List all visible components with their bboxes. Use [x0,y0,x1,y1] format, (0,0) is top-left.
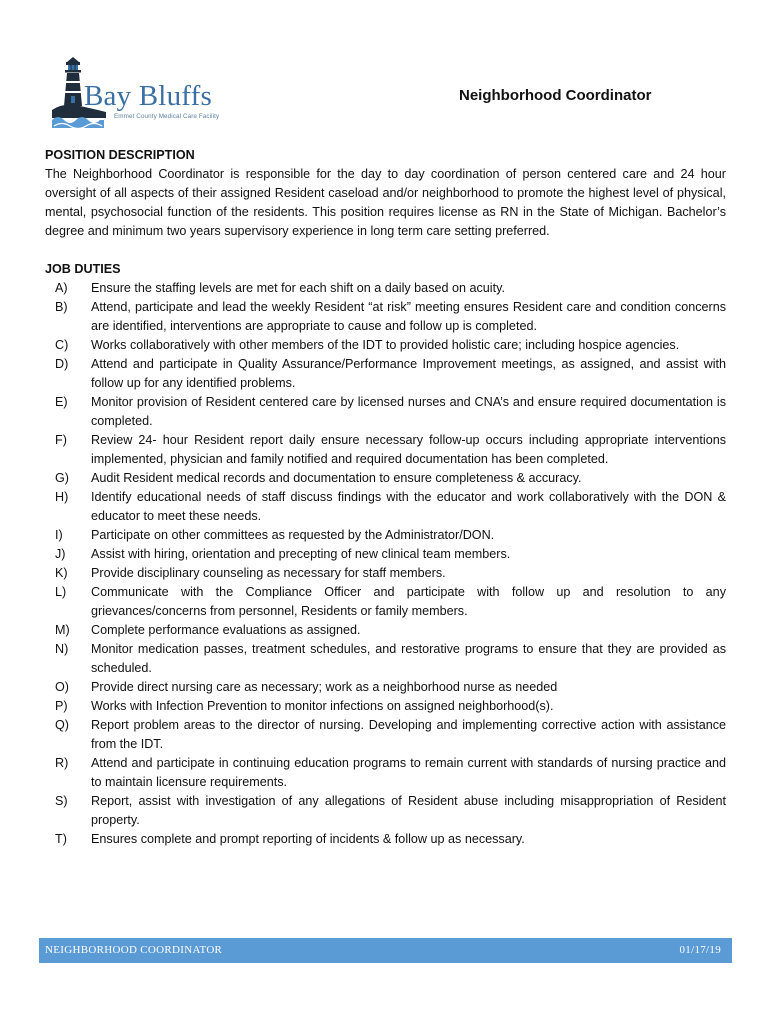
duty-text: Ensures complete and prompt reporting of incidents & follow up as necessary. [91,832,525,846]
duty-text: Communicate with the Compliance Officer and participate with follow up and resolution to any grievances/concerns from personnel, Residents or family members. [91,585,726,618]
duty-letter: P) [55,699,68,713]
duty-text: Audit Resident medical records and documentation to ensure completeness & accuracy. [91,471,582,485]
duty-text: Participate on other committees as requested by the Administrator/DON. [91,528,495,542]
list-item [45,298,726,336]
list-item [45,545,726,564]
duty-letter: G) [55,471,69,485]
duty-letter: I) [55,528,63,542]
job-duties-list [45,279,726,849]
duty-letter: F) [55,433,67,447]
duty-text: Identify educational needs of staff discuss findings with the educator and work collaboratively with the DON & educator to meet these needs. [91,490,726,523]
position-description-text: The Neighborhood Coordinator is responsible for the day to day coordination of person centered care and 24 hour oversight of all aspects of their assigned Resident caseload and/or neighborhood to promote the highest level of physical, mental, psychosocial function of the residents. This position requires license as RN in the State of Michigan. Bachelor’s degree and minimum two years supervisory experience in long term care setting preferred. [45,167,726,238]
list-item [45,564,726,583]
duty-text: Attend, participate and lead the weekly Resident “at risk” meeting ensures Resident care and condition concerns are identified, interventions are appropriate to cause and follow up is completed. [91,300,726,333]
duty-text: Ensure the staffing levels are met for each shift on a daily based on acuity. [91,281,505,295]
list-item [45,336,726,355]
duty-text: Monitor medication passes, treatment schedules, and restorative programs to ensure that they are provided as scheduled. [91,642,726,675]
list-item [45,792,726,830]
duty-letter: O) [55,680,69,694]
list-item [45,640,726,678]
job-duties-heading: JOB DUTIES [45,262,121,276]
list-item [45,355,726,393]
document-body [45,146,726,849]
duty-letter: E) [55,395,68,409]
document-title: Neighborhood Coordinator [459,87,652,104]
list-item [45,279,726,298]
duty-letter: R) [55,756,69,770]
duty-letter: D) [55,357,69,371]
list-item [45,754,726,792]
duty-letter: J) [55,547,66,561]
duty-letter: T) [55,832,67,846]
duty-letter: K) [55,566,68,580]
list-item [45,830,726,849]
list-item [45,526,726,545]
logo-wordmark: Bay Bluffs [84,80,212,112]
duty-text: Works with Infection Prevention to monitor infections on assigned neighborhood(s). [91,699,554,713]
position-description-heading: POSITION DESCRIPTION [45,148,195,162]
duty-letter: B) [55,300,68,314]
duty-text: Review 24- hour Resident report daily ensure necessary follow-up occurs including appropriate interventions implemented, physician and family notified and required documentation has been completed. [91,433,726,466]
page-footer [39,938,732,963]
duty-text: Provide disciplinary counseling as necessary for staff members. [91,566,446,580]
duty-letter: C) [55,338,69,352]
duty-letter: L) [55,585,67,599]
list-item [45,583,726,621]
logo-subtitle: Emmet County Medical Care Facility [114,113,220,120]
footer-document-name: NEIGHBORHOOD COORDINATOR [45,944,223,956]
bay-bluffs-logo [48,54,248,134]
section-spacer [45,241,726,260]
duty-letter: M) [55,623,70,637]
duty-text: Monitor provision of Resident centered care by licensed nurses and CNA’s and ensure required documentation is completed. [91,395,726,428]
duty-text: Provide direct nursing care as necessary; work as a neighborhood nurse as needed [91,680,558,694]
list-item [45,621,726,640]
list-item [45,431,726,469]
duty-letter: N) [55,642,69,656]
duty-letter: S) [55,794,68,808]
list-item [45,716,726,754]
duty-text: Complete performance evaluations as assigned. [91,623,361,637]
list-item [45,697,726,716]
duty-letter: Q) [55,718,69,732]
list-item [45,678,726,697]
list-item [45,488,726,526]
duty-text: Works collaboratively with other members of the IDT to provided holistic care; including hospice agencies. [91,338,680,352]
duty-text: Report, assist with investigation of any allegations of Resident abuse including misappropriation of Resident property. [91,794,726,827]
duty-text: Report problem areas to the director of nursing. Developing and implementing corrective action with assistance from the IDT. [91,718,726,751]
duty-letter: H) [55,490,69,504]
footer-date: 01/17/19 [679,944,721,956]
duty-text: Assist with hiring, orientation and precepting of new clinical team members. [91,547,511,561]
list-item [45,393,726,431]
duty-text: Attend and participate in Quality Assurance/Performance Improvement meetings, as assigned, and assist with follow up for any identified problems. [91,357,726,390]
duty-text: Attend and participate in continuing education programs to remain current with standards of nursing practice and to maintain licensure requirements. [91,756,726,789]
list-item [45,469,726,488]
duty-letter: A) [55,281,68,295]
